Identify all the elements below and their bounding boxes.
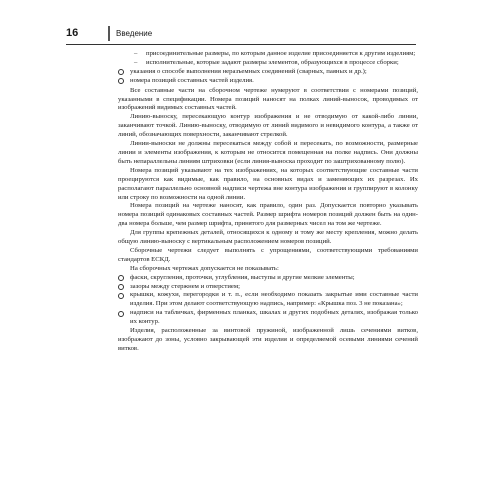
- list-item: [118, 283, 418, 292]
- paragraph: Изделия, расположенные за винтовой пружиной, изображенной лишь сечениями витков, изображают до зоны, условно закрывающей эти изделия и определяемой осевыми линиями сечений витков.: [118, 327, 418, 352]
- paragraph: Все составные части на сборочном чертеже нумеруют в соответствии с номерами позиций, указанными в спецификации. Номера позиций наносят на полках линий-выносок, проводимых от изображений видимых составных частей.: [118, 86, 418, 112]
- circle-bullet-icon: [118, 284, 124, 290]
- circle-bullet-icon: [118, 293, 124, 299]
- paragraph: Номера позиций на чертеже наносят, как правило, один раз. Допускается повторно указывать номера позиций одинаковых составных частей. Размер шрифта номеров позиций должен быть на один-два номера больше, чем размер шрифта, принятого для размерных чисел на том же чертеже.: [118, 202, 418, 228]
- list-item-text: фаски, скругления, проточки, углубления, выступы и другие мелкие элементы;: [130, 273, 355, 281]
- circle-bullet-icon: [118, 78, 124, 84]
- paragraph: На сборочных чертежах допускается не показывать:: [130, 264, 279, 272]
- paragraph: Номера позиций указывают на тех изображениях, на которых соответствующие составные части проецируются как видимые, как правило, на основных видах и заменяющих их разрезах. Их располагают параллельно основной надписи чертежа вне контура изображения и группируют в колонку или строку по возможности на одной линии.: [118, 166, 418, 201]
- list-item-text: исполнительные, которые задают размеры элементов, образующихся в процессе сборки;: [146, 58, 399, 66]
- paragraph: Сборочные чертежи следует выполнять с упрощениями, соответствующими требованиями стандартов ЕСКД.: [118, 246, 418, 263]
- dash-bullet: –: [134, 58, 138, 66]
- list-item: [118, 68, 418, 77]
- header-divider: [108, 26, 110, 41]
- circle-bullet-icon: [118, 275, 124, 281]
- dash-bullet: –: [134, 50, 138, 57]
- section-title: Введение: [116, 28, 153, 38]
- circle-bullet-icon: [118, 69, 124, 75]
- list-item: [118, 291, 418, 309]
- list-item: [118, 50, 418, 59]
- page-number: 16: [66, 27, 79, 39]
- list-item: [118, 274, 418, 283]
- page-body: [118, 50, 418, 354]
- list-item: [118, 77, 418, 86]
- list-item: [118, 309, 418, 327]
- paragraph: Для группы крепежных деталей, относящихся к одному и тому же месту крепления, можно делать общую линию-выноску с вертикальным расположением номеров позиций.: [118, 229, 418, 246]
- list-item-text: номера позиций составных частей изделия.: [130, 76, 254, 84]
- circle-bullet-icon: [118, 311, 124, 317]
- list-item-text: указания о способе выполнения неразъемных соединений (сварных, паяных и др.);: [130, 67, 367, 75]
- list-item-text: крышки, кожухи, перегородки и т. п., если необходимо показать закрытые ими составные части изделия. При этом делают соответствующую надпись, например: «Крышка поз. 3 не показана»;: [130, 291, 418, 308]
- paragraph: Линии-выноски не должны пересекаться между собой и пересекать, по возможности, размерные линии и элементы изображения, к которым не относится помещенная на полке надпись. Они должны быть непараллельны линиям штриховки (если линия-выноска проходит по заштрихованному полю).: [118, 140, 418, 165]
- page-header: [66, 22, 416, 45]
- list-item-text: присоединительные размеры, по которым данное изделие присоединяется к другим изделиям;: [146, 50, 416, 57]
- list-item: [118, 59, 418, 68]
- list-item-text: надписи на табличках, фирменных планках, шкалах и других подобных деталях, изображая только их контур.: [130, 309, 418, 326]
- paragraph: Линию-выноску, пересекающую контур изображения и не отводимую от какой-либо линии, заканчивают точкой. Линию-выноску, отводимую от линий видимого и невидимого контура, а также от линий, обозначающих поверхности, заканчивают стрелкой.: [118, 113, 418, 139]
- list-item-text: зазоры между стержнем и отверстием;: [130, 282, 240, 290]
